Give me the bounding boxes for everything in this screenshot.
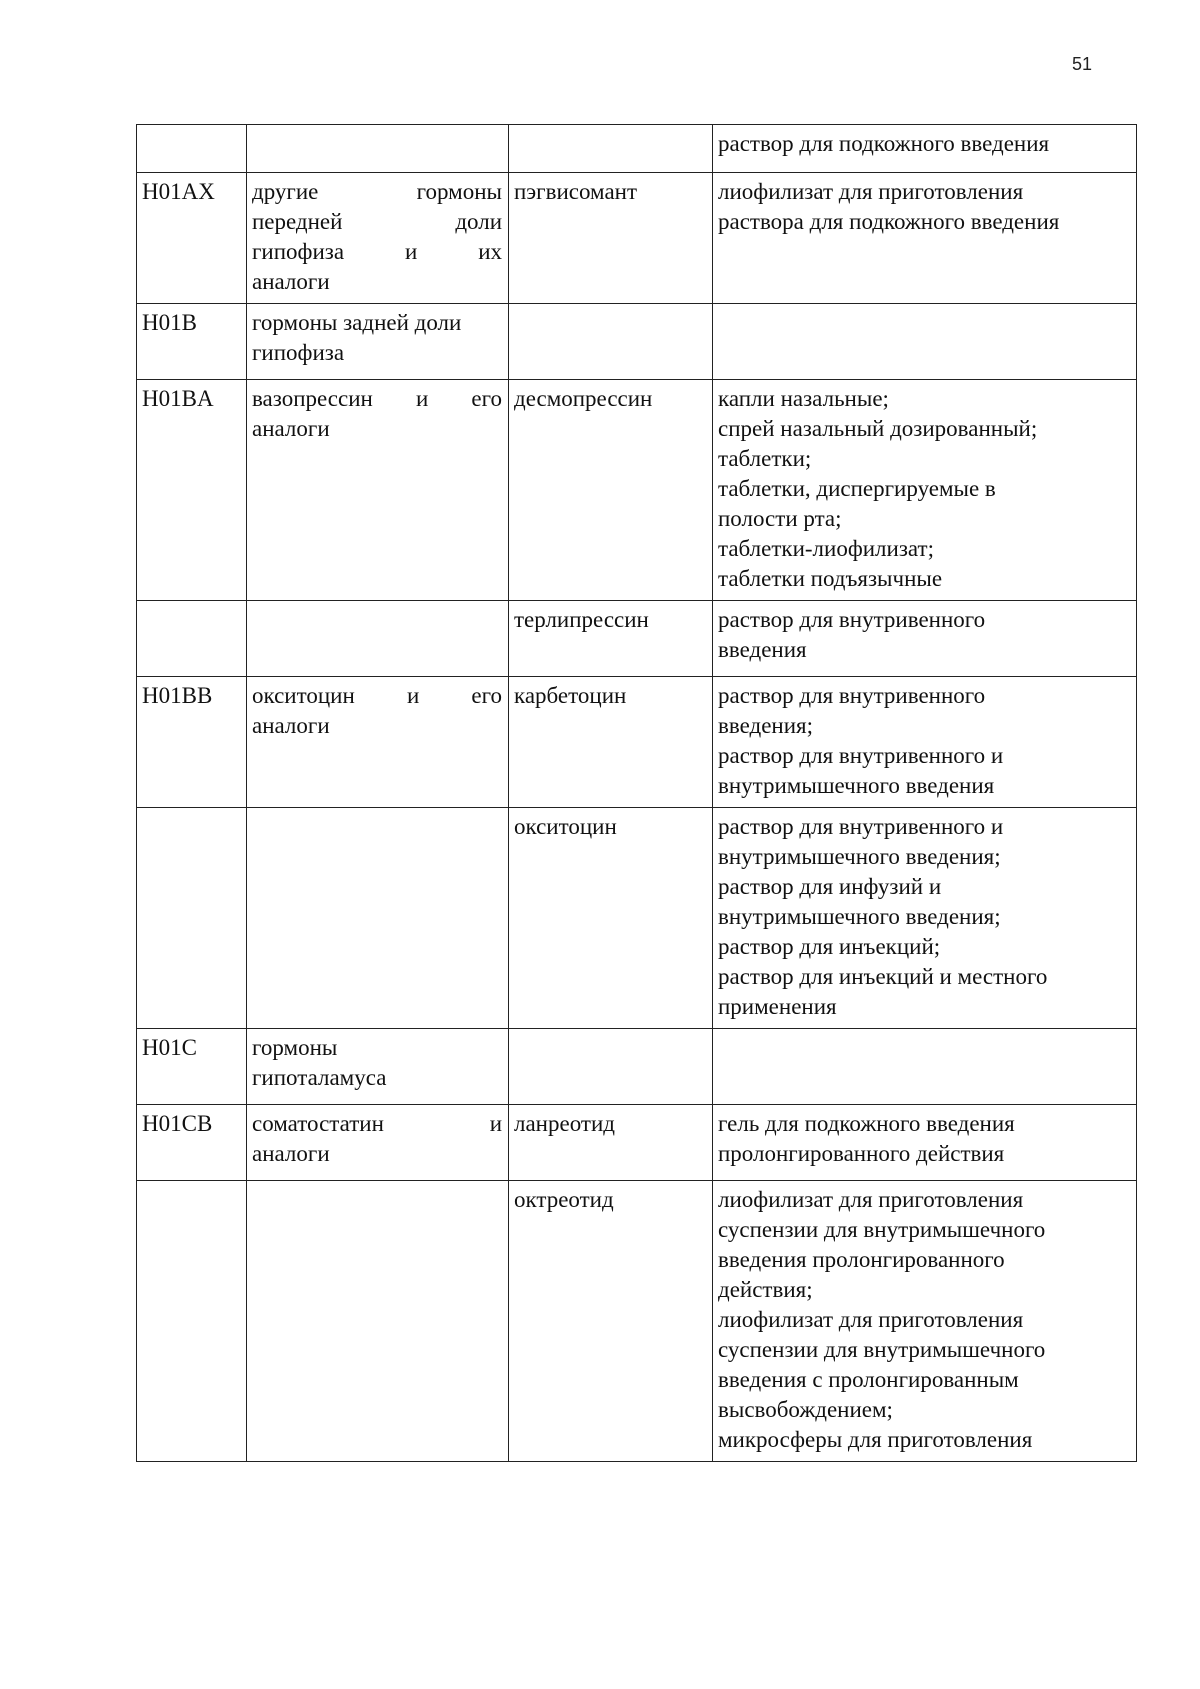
group-name-line xyxy=(252,308,502,338)
dosage-form-line: суспензии для внутримышечного xyxy=(718,1217,1046,1242)
dosage-forms-cell xyxy=(713,1181,1137,1462)
group-name-word: аналоги xyxy=(252,713,330,738)
dosage-form-line: раствор для внутривенного и xyxy=(718,743,1004,768)
dosage-forms-cell xyxy=(713,173,1137,304)
drug-name-cell: терлипрессин xyxy=(509,601,713,677)
dosage-forms-cell xyxy=(713,380,1137,601)
dosage-form-line: применения xyxy=(718,994,837,1019)
group-name-line xyxy=(252,338,502,368)
dosage-form-line: внутримышечного введения; xyxy=(718,844,1001,869)
dosage-form-line: капли назальные; xyxy=(718,386,889,411)
table-row xyxy=(137,380,1137,601)
group-name-line xyxy=(252,384,502,414)
group-name-word: их xyxy=(478,239,502,264)
group-name-cell xyxy=(247,601,509,677)
drug-name-cell: окситоцин xyxy=(509,808,713,1029)
table-row xyxy=(137,1181,1137,1462)
group-name-word: гипоталамуса xyxy=(252,1065,387,1090)
table-row xyxy=(137,1029,1137,1105)
group-name-word: доли xyxy=(455,209,502,234)
dosage-form-line: спрей назальный дозированный; xyxy=(718,416,1038,441)
dosage-form-line: раствор для внутривенного xyxy=(718,683,986,708)
group-name-cell xyxy=(247,125,509,173)
group-name-word: гормоны задней доли xyxy=(252,310,462,335)
dosage-form-line: таблетки-лиофилизат; xyxy=(718,536,934,561)
group-name-word: гипофиза xyxy=(252,340,345,365)
dosage-form-line: полости рта; xyxy=(718,506,842,531)
dosage-form-line: действия; xyxy=(718,1277,813,1302)
group-name-line xyxy=(252,414,502,444)
group-name-word: аналоги xyxy=(252,1141,330,1166)
dosage-form-line: введения пролонгированного xyxy=(718,1247,1005,1272)
group-name-line xyxy=(252,711,502,741)
dosage-form-line: введения xyxy=(718,637,807,662)
dosage-form-line: таблетки; xyxy=(718,446,812,471)
atc-code-cell: H01B xyxy=(137,304,247,380)
table-row xyxy=(137,601,1137,677)
group-name-word: и xyxy=(489,1111,502,1136)
group-name-cell xyxy=(247,1029,509,1105)
group-name-cell xyxy=(247,173,509,304)
group-name-line xyxy=(252,1109,502,1139)
page-number: 51 xyxy=(1072,54,1093,74)
dosage-forms-cell xyxy=(713,677,1137,808)
atc-code-cell: H01C xyxy=(137,1029,247,1105)
atc-code-cell: H01BB xyxy=(137,677,247,808)
atc-code-cell xyxy=(137,1181,247,1462)
group-name-line xyxy=(252,177,502,207)
dosage-form-line: раствор для подкожного введения xyxy=(718,131,1050,156)
atc-code-cell: H01AX xyxy=(137,173,247,304)
dosage-form-line: высвобождением; xyxy=(718,1397,893,1422)
dosage-form-line: раствор для инъекций; xyxy=(718,934,941,959)
group-name-word: и xyxy=(415,386,429,411)
group-name-cell xyxy=(247,304,509,380)
drug-name-cell: десмопрессин xyxy=(509,380,713,601)
atc-code-cell xyxy=(137,808,247,1029)
dosage-forms-cell xyxy=(713,304,1137,380)
dosage-form-line: гель для подкожного введения xyxy=(718,1111,1015,1136)
group-name-cell xyxy=(247,1105,509,1181)
table-row xyxy=(137,1105,1137,1181)
group-name-cell xyxy=(247,380,509,601)
group-name-line xyxy=(252,1063,502,1093)
dosage-form-line: таблетки подъязычные xyxy=(718,566,943,591)
group-name-word: аналоги xyxy=(252,416,330,441)
drug-name-cell: октреотид xyxy=(509,1181,713,1462)
drug-name-cell: пэгвисомант xyxy=(509,173,713,304)
group-name-word: вазопрессин xyxy=(252,386,373,411)
group-name-cell xyxy=(247,808,509,1029)
atc-code-cell xyxy=(137,125,247,173)
group-name-word: окситоцин xyxy=(252,683,355,708)
dosage-forms-cell xyxy=(713,125,1137,173)
drug-name-cell xyxy=(509,304,713,380)
table-row xyxy=(137,808,1137,1029)
dosage-form-line: лиофилизат для приготовления xyxy=(718,179,1024,204)
group-name-word: его xyxy=(471,683,502,708)
drug-name-cell: ланреотид xyxy=(509,1105,713,1181)
drug-name-cell xyxy=(509,125,713,173)
table-row xyxy=(137,125,1137,173)
dosage-form-line: внутримышечного введения; xyxy=(718,904,1001,929)
dosage-forms-cell xyxy=(713,601,1137,677)
dosage-form-line: микросферы для приготовления xyxy=(718,1427,1033,1452)
dosage-form-line: раствор для внутривенного и xyxy=(718,814,1004,839)
group-name-line xyxy=(252,1139,502,1169)
table-row xyxy=(137,677,1137,808)
dosage-form-line: раствор для инъекций и местного xyxy=(718,964,1048,989)
group-name-word: его xyxy=(471,386,502,411)
group-name-line xyxy=(252,207,502,237)
dosage-form-line: таблетки, диспергируемые в xyxy=(718,476,996,501)
group-name-word: другие xyxy=(252,179,319,204)
table-row xyxy=(137,173,1137,304)
atc-code-cell xyxy=(137,601,247,677)
group-name-cell xyxy=(247,1181,509,1462)
dosage-form-line: раствор для инфузий и xyxy=(718,874,942,899)
dosage-form-line: пролонгированного действия xyxy=(718,1141,1005,1166)
table-body xyxy=(137,125,1137,1462)
atc-code-cell: H01CB xyxy=(137,1105,247,1181)
table-row xyxy=(137,304,1137,380)
dosage-form-line: лиофилизат для приготовления xyxy=(718,1307,1024,1332)
group-name-line xyxy=(252,237,502,267)
dosage-form-line: раствора для подкожного введения xyxy=(718,209,1060,234)
group-name-word: соматостатин xyxy=(252,1111,384,1136)
dosage-forms-cell xyxy=(713,1029,1137,1105)
group-name-word: гормоны xyxy=(416,179,502,204)
drug-classification-table xyxy=(136,124,1137,1462)
dosage-form-line: введения с пролонгированным xyxy=(718,1367,1019,1392)
drug-name-cell xyxy=(509,1029,713,1105)
atc-code-cell: H01BA xyxy=(137,380,247,601)
group-name-line xyxy=(252,267,502,297)
dosage-form-line: раствор для внутривенного xyxy=(718,607,986,632)
group-name-word: и xyxy=(404,239,418,264)
dosage-form-line: внутримышечного введения xyxy=(718,773,995,798)
dosage-forms-cell xyxy=(713,1105,1137,1181)
group-name-word: передней xyxy=(252,209,343,234)
dosage-forms-cell xyxy=(713,808,1137,1029)
group-name-line xyxy=(252,681,502,711)
group-name-word: аналоги xyxy=(252,269,330,294)
group-name-cell xyxy=(247,677,509,808)
group-name-word: и xyxy=(406,683,420,708)
group-name-line xyxy=(252,1033,502,1063)
drug-name-cell: карбетоцин xyxy=(509,677,713,808)
group-name-word: гипофиза xyxy=(252,239,345,264)
group-name-word: гормоны xyxy=(252,1035,338,1060)
dosage-form-line: введения; xyxy=(718,713,813,738)
dosage-form-line: лиофилизат для приготовления xyxy=(718,1187,1024,1212)
dosage-form-line: суспензии для внутримышечного xyxy=(718,1337,1046,1362)
